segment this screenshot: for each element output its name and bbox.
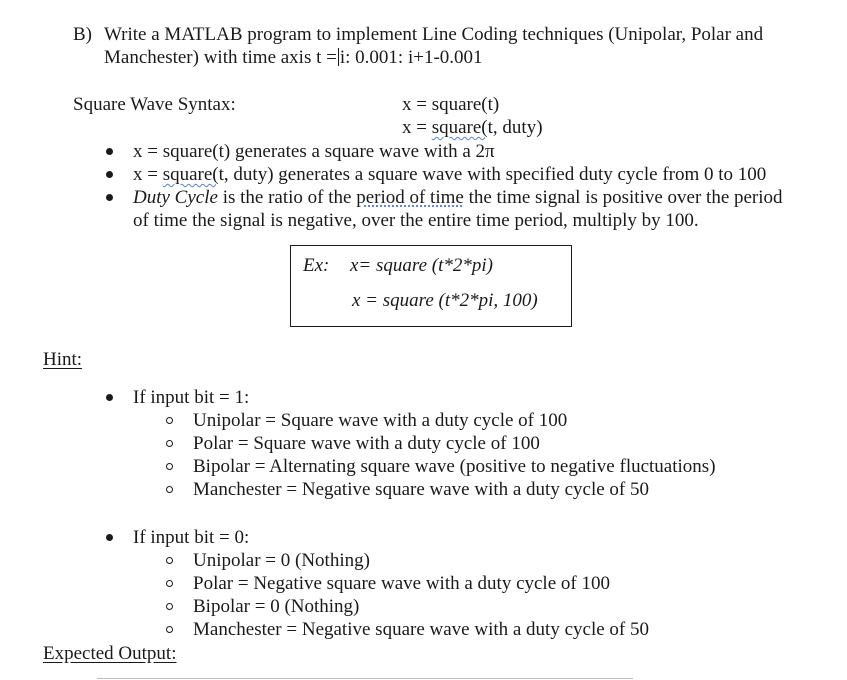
duty-cycle-period-of-time: period of time	[356, 187, 464, 208]
bit0-unipolar: Unipolar = 0 (Nothing)	[193, 550, 370, 571]
duty-cycle-text-a: is the ratio of the	[217, 187, 357, 208]
bit1-manchester: Manchester = Negative square wave with a duty cycle of 50	[193, 479, 649, 500]
example-label-text: Ex:	[303, 255, 330, 276]
example-label	[303, 255, 329, 277]
bit1-title: If input bit = 1:	[133, 387, 250, 408]
bullet-dot	[106, 194, 113, 201]
example-line2-text: x = square (t*2*pi, 100)	[352, 290, 538, 311]
question-text-line2-end: i: 0.001: i+1-0.001	[339, 47, 483, 68]
bit0-title: If input bit = 0:	[133, 527, 250, 548]
bullet-duty-cycle-line2: of time the signal is negative, over the entire time period, multiply by 100.	[133, 210, 699, 231]
bullet-dot	[106, 171, 113, 178]
duty-cycle-term: Duty Cycle	[133, 187, 218, 208]
sub-bullet-circle	[166, 603, 173, 610]
sub-bullet-circle	[166, 626, 173, 633]
sub-bullet-circle	[166, 463, 173, 470]
question-text-line2	[104, 47, 483, 69]
bit1-polar: Polar = Square wave with a duty cycle of 100	[193, 433, 540, 454]
bit0-polar: Polar = Negative square wave with a duty cycle of 100	[193, 573, 610, 594]
example-line1-text: x= square (t*2*pi)	[350, 255, 493, 276]
sub-bullet-circle	[166, 486, 173, 493]
question-label: B)	[73, 24, 92, 45]
question-text-line2-start: Manchester) with time axis t =	[104, 47, 337, 68]
expected-output-heading: Expected Output:	[43, 643, 177, 664]
question-text-line1: Write a MATLAB program to implement Line Coding techniques (Unipolar, Polar and	[104, 24, 764, 45]
syntax-form2-func: square(	[431, 117, 488, 138]
bit0-manchester: Manchester = Negative square wave with a duty cycle of 50	[193, 619, 649, 640]
bullet-square-duty	[133, 164, 766, 186]
syntax-form2-post: t, duty)	[487, 117, 543, 138]
bullet-duty-cycle	[133, 187, 783, 209]
bit0-bipolar: Bipolar = 0 (Nothing)	[193, 596, 360, 617]
sub-bullet-circle	[166, 440, 173, 447]
sub-bullet-circle	[166, 417, 173, 424]
bit1-bipolar: Bipolar = Alternating square wave (positive to negative fluctuations)	[193, 456, 716, 477]
text-cursor	[338, 48, 339, 66]
bit1-unipolar: Unipolar = Square wave with a duty cycle of 100	[193, 410, 568, 431]
sub-bullet-circle	[166, 580, 173, 587]
bullet-square-duty-pre: x =	[133, 164, 163, 185]
duty-cycle-text-b: the time signal is positive over the period	[463, 187, 783, 208]
syntax-form2	[402, 117, 543, 139]
bullet-dot	[106, 534, 113, 541]
example-line2	[352, 290, 538, 312]
bullet-square-t: x = square(t) generates a square wave with a 2π	[133, 141, 495, 162]
bullet-square-duty-post: t, duty) generates a square wave with specified duty cycle from 0 to 100	[218, 164, 767, 185]
page-divider	[97, 678, 633, 679]
bullet-dot	[106, 148, 113, 155]
hint-heading: Hint:	[43, 349, 83, 370]
bullet-dot	[106, 394, 113, 401]
sub-bullet-circle	[166, 557, 173, 564]
syntax-heading: Square Wave Syntax:	[73, 94, 236, 115]
syntax-form2-pre: x =	[402, 117, 432, 138]
example-line1	[350, 255, 493, 277]
syntax-form1: x = square(t)	[402, 94, 500, 115]
bullet-square-duty-func: square(	[162, 164, 219, 185]
